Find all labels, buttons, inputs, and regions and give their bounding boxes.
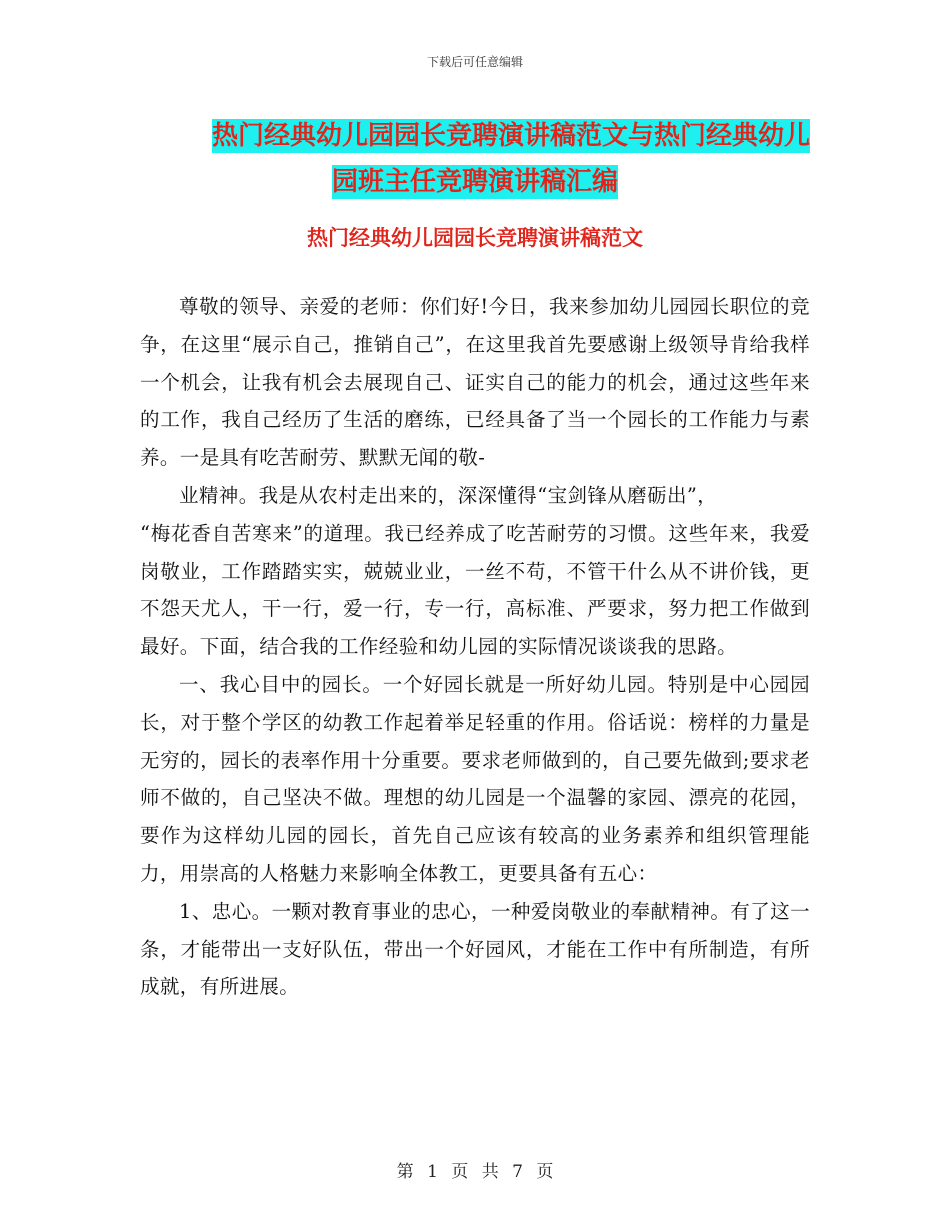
body-text xyxy=(140,288,810,1006)
document-title xyxy=(140,113,810,205)
paragraph-loyalty: 1、忠心。一颗对教育事业的忠心，一种爱岗敬业的奉献精神。有了这一条，才能带出一支好队伍，带出一个好园风，才能在工作中有所制造，有所成就，有所进展。 xyxy=(140,899,810,999)
paragraph-ideal-principal: 一、我心目中的园长。一个好园长就是一所好幼儿园。特别是中心园园长，对于整个学区的幼教工作起着举足轻重的作用。俗话说：榜样的力量是无穷的，园长的表率作用十分重要。要求老师做到的，自己要先做到;要求老师不做的，自己坚决不做。理想的幼儿园是一个温馨的家园、漂亮的花园，要作为这样幼儿园的园长，首先自己应该有较高的业务素养和组织管理能力，用崇高的人格魅力来影响全体教工，更要具备有五心： xyxy=(140,672,810,885)
title-highlight-1: 热门经典幼儿园园长竞聘演讲稿范文与热门经典幼儿 xyxy=(211,121,810,151)
paragraph-dedication: 业精神。我是从农村走出来的，深深懂得“宝剑锋从磨砺出”， xyxy=(179,483,718,507)
paragraph-hard-work: “梅花香自苦寒来”的道理。我已经养成了吃苦耐劳的习惯。这些年来，我爱岗敬业，工作踏踏实实，兢兢业业，一丝不苟，不管干什么从不讲价钱，更不怨天尤人，干一行，爱一行，专一行，高标准、严要求，努力把工作做到最好。下面，结合我的工作经验和幼儿园的实际情况谈谈我的思路。 xyxy=(140,521,810,659)
document-title-line-1 xyxy=(140,113,810,159)
paragraph-greeting: 尊敬的领导、亲爱的老师：你们好!今日，我来参加幼儿园园长职位的竞争，在这里“展示自己，推销自己”，在这里我首先要感谢上级领导肯给我样一个机会，让我有机会去展现自己、证实自己的能力的机会，通过这些年来的工作，我自己经历了生活的磨练，已经具备了当一个园长的工作能力与素养。一是具有吃苦耐劳、默默无闻的敬- xyxy=(140,295,810,470)
title-highlight-2: 园班主任竞聘演讲稿汇编 xyxy=(331,167,618,197)
page-number-footer: 第 1 页 共 7 页 xyxy=(396,1162,554,1182)
document-title-line-2 xyxy=(140,159,810,205)
section-title: 热门经典幼儿园园长竞聘演讲稿范文 xyxy=(307,226,643,250)
header-note: 下载后可任意编辑 xyxy=(426,55,523,69)
